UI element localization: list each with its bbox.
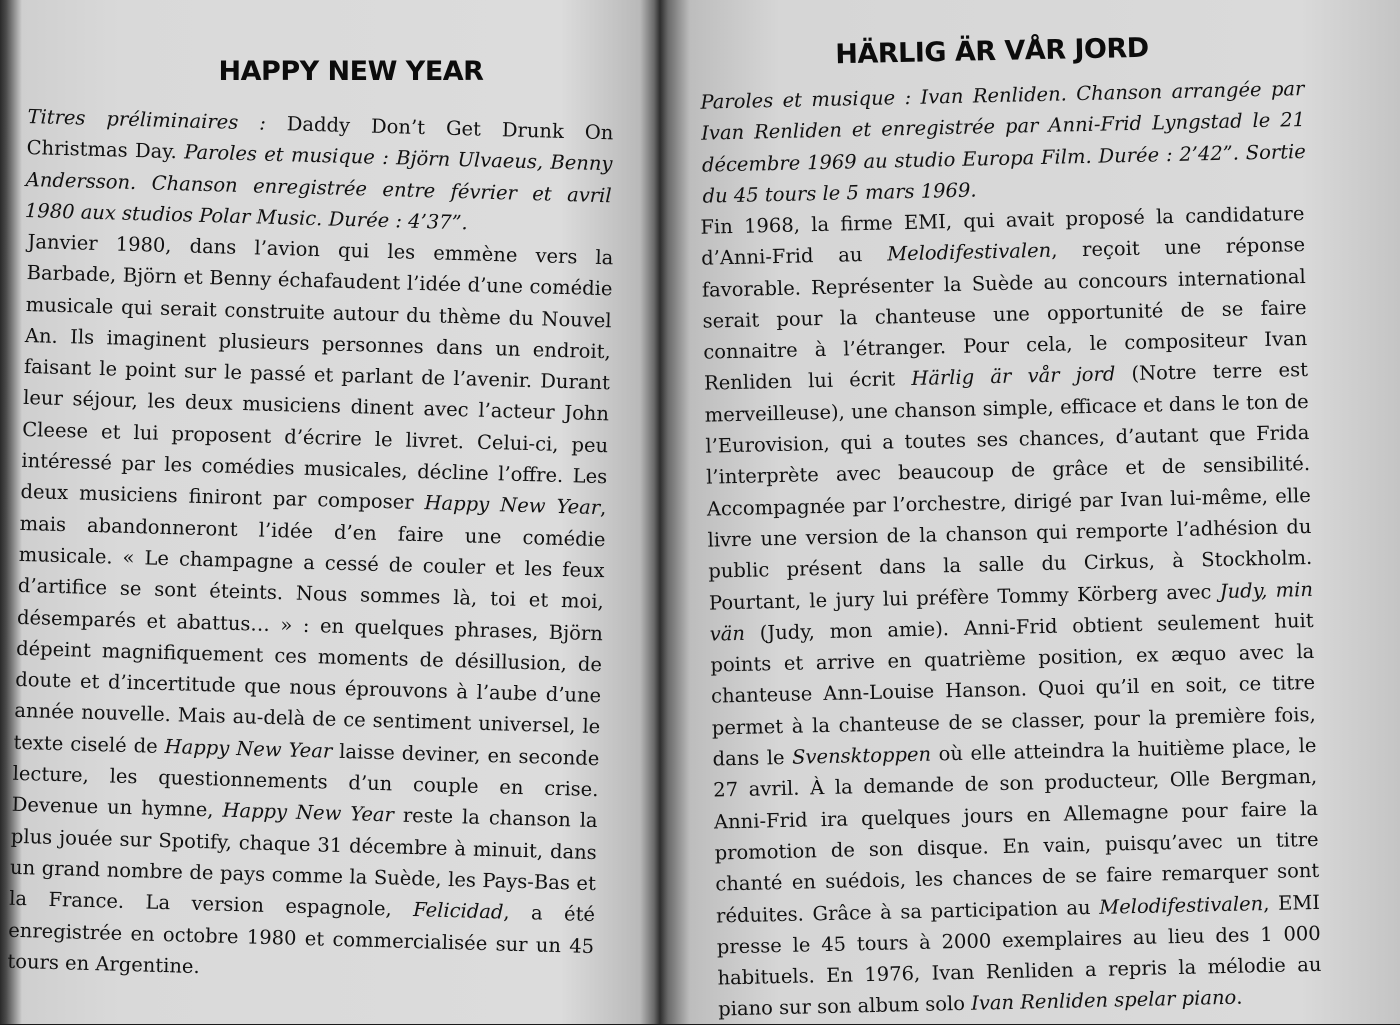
prelim-label: Titres préliminaires : xyxy=(27,104,267,135)
body-text: , mais abandonneront l’idée d’en faire une comédie musicale. « Le champagne a cessé de couler et les feux d’artifice se sont éteints. Nous sommes là, toi et moi, désemparés et abattus… » : en quelques phrases, Björn dépeint magnifiquement ces moments de désillusion, de doute et d’incertitude que nous éprouvons à l’aube d’une année nouvelle. Mais au-delà de ce sentiment universel, le texte ciselé de xyxy=(13,496,607,758)
body-text: (Notre terre est merveilleuse), une chanson simple, efficace et dans le ton de l’Eurovision, qui a toutes ses chances, d’autant que Frida l’interprète avec beaucoup de grâce et de sensibilité. Accompagnée par l’orchestre, dirigé par Ivan lui-même, elle livre une version de la chanson qui remporte l’adhésion du public présent dans la salle du Cirkus, à Stockholm. Pourtant, le jury lui préfère Tommy Körberg avec xyxy=(704,358,1313,615)
song-title: Härlig är vår jord xyxy=(911,363,1116,391)
prelim-value: Daddy Don’t Get Drunk On Christmas Day. xyxy=(26,111,614,164)
right-page xyxy=(664,0,1400,1024)
left-page-credits xyxy=(25,101,614,243)
song-title: Felicidad xyxy=(412,898,504,924)
album-title: Ivan Renliden spelar piano xyxy=(970,986,1237,1016)
body-text: reste la chanson la plus jouée sur Spotify, chaque 31 décembre à minuit, dans un grand nombre de pays comme la Suède, les Pays-Bas et la France. La version espagnole, xyxy=(8,803,598,922)
event-title: Melodifestivalen xyxy=(1098,891,1264,919)
body-text: , reçoit une réponse favorable. Représenter la Suède au concours international serait pour la chanteuse une opportunité de se faire connaitre à l’étranger. Pour cela, le compositeur Ivan Renliden lui écrit xyxy=(701,233,1308,396)
song-title: Happy New Year xyxy=(164,734,333,763)
body-text: (Judy, mon amie). Anni-Frid obtient seulement huit points et arrive en quatrième position, ex æquo avec la chanteuse Ann-Louise Hanson. Quoi qu’il en soit, ce titre permet à la chanteuse de se classer, pour la première fois, dans le xyxy=(710,608,1316,771)
song-title: Happy New Year xyxy=(222,799,395,827)
event-title: Melodifestivalen xyxy=(886,239,1052,266)
left-page xyxy=(0,0,656,1024)
chart-title: Svensktoppen xyxy=(791,742,932,769)
body-text: Fin 1968, la firme EMI, qui avait proposé la candidature d’Anni-Frid au xyxy=(700,202,1305,271)
left-page-title: HAPPY NEW YEAR xyxy=(218,56,484,87)
song-title: Happy New Year xyxy=(424,491,601,520)
body-text: Janvier 1980, dans l’avion qui les emmène vers la Barbade, Björn et Benny échafaudent l’idée d’une comédie musicale qui serait construite autour du thème du Nouvel An. Ils imaginent plusieurs personnes dans un endroit, faisant le point sur le passé et parlant de l’avenir. Durant leur séjour, les deux musiciens dinent avec l’acteur John Cleese et lui proposent d’écrire le livret. Celui-ci, peu intéressé par les comédies musicales, décline l’offre. Les deux musiciens finiront par composer xyxy=(20,230,614,515)
credits-rest: Paroles et musique : Björn Ulvaeus, Benny Andersson. Chanson enregistrée entre février et avril 1980 aux studios Polar Music. Durée : 4’37”. xyxy=(24,140,613,235)
body-text: où elle atteindra la huitième place, le 27 avril. À la demande de son producteur, Olle Bergman, Anni-Frid ira quelques jours en Allemagne pour faire la promotion de son disque. En vain, puisqu’avec un titre chanté en suédois, les chances de se faire remarquer sont réduites. Grâce à sa participation au xyxy=(713,734,1320,928)
body-text: . xyxy=(1236,986,1243,1010)
left-page-body xyxy=(7,226,614,993)
right-page-credits: Paroles et musique : Ivan Renliden. Chanson arrangée par Ivan Renliden et enregistrée par Anni-Frid Lyngstad le 21 décembre 1969 au studio Europa Film. Durée : 2’42”. Sortie du 45 tours le 5 mars 1969. xyxy=(700,76,1307,208)
right-page-body xyxy=(700,198,1322,1025)
song-title: Judy, min vän xyxy=(709,577,1314,646)
body-text: , a été enregistrée en octobre 1980 et commercialisée sur un 45 tours en Argentine. xyxy=(7,900,596,979)
body-text: , EMI presse le 45 tours à 2000 exemplaires au lieu des 1 000 habituels. En 1976, Ivan Renliden a repris la mélodie au piano sur son album solo xyxy=(716,890,1322,1022)
right-page-title: HÄRLIG ÄR VÅR JORD xyxy=(835,32,1149,71)
body-text: laisse deviner, en seconde lecture, les questionnements d’un couple en crise. Devenue un hymne, xyxy=(11,739,600,823)
